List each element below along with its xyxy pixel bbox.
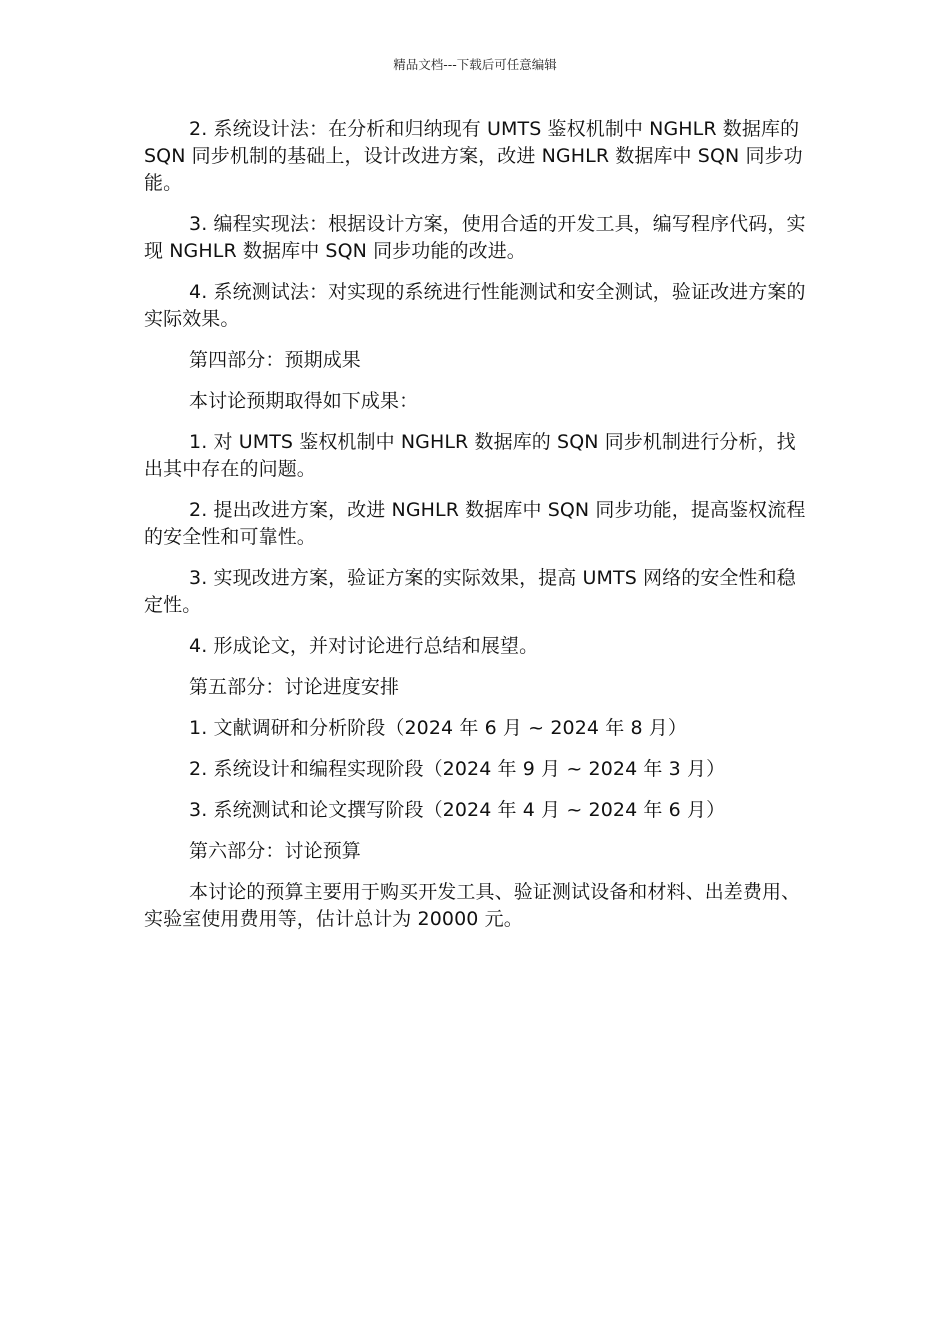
paragraph-schedule-2: 2. 系统设计和编程实现阶段（2024 年 9 月 ~ 2024 年 3 月）	[189, 758, 726, 780]
section-heading-part-four: 第四部分：预期成果	[189, 349, 361, 371]
paragraph-schedule-3: 3. 系统测试和论文撰写阶段（2024 年 4 月 ~ 2024 年 6 月）	[189, 799, 726, 821]
paragraph-expected-intro: 本讨论预期取得如下成果：	[189, 390, 419, 412]
page-header: 精品文档---下载后可任意编辑	[393, 57, 557, 72]
document-body	[144, 116, 810, 947]
paragraph-schedule-1: 1. 文献调研和分析阶段（2024 年 6 月 ~ 2024 年 8 月）	[189, 717, 687, 739]
paragraph-method-system-design: 2. 系统设计法：在分析和归纳现有 UMTS 鉴权机制中 NGHLR 数据库的 SQN 同步机制的基础上，设计改进方案，改进 NGHLR 数据库中 SQN 同步功能。	[144, 118, 803, 194]
paragraph-method-programming: 3. 编程实现法：根据设计方案，使用合适的开发工具，编写程序代码，实现 NGHLR 数据库中 SQN 同步功能的改进。	[144, 213, 806, 262]
paragraph-expected-1: 1. 对 UMTS 鉴权机制中 NGHLR 数据库的 SQN 同步机制进行分析，找出其中存在的问题。	[144, 431, 796, 480]
section-heading-part-five: 第五部分：讨论进度安排	[189, 676, 400, 698]
paragraph-method-testing: 4. 系统测试法：对实现的系统进行性能测试和安全测试，验证改进方案的实际效果。	[144, 281, 806, 330]
paragraph-expected-3: 3. 实现改进方案，验证方案的实际效果，提高 UMTS 网络的安全性和稳定性。	[144, 567, 796, 616]
paragraph-budget: 本讨论的预算主要用于购买开发工具、验证测试设备和材料、出差费用、实验室使用费用等，估计总计为 20000 元。	[144, 881, 801, 930]
section-heading-part-six: 第六部分：讨论预算	[189, 840, 361, 862]
paragraph-expected-2: 2. 提出改进方案，改进 NGHLR 数据库中 SQN 同步功能，提高鉴权流程的安全性和可靠性。	[144, 499, 806, 548]
paragraph-expected-4: 4. 形成论文，并对讨论进行总结和展望。	[189, 635, 539, 657]
